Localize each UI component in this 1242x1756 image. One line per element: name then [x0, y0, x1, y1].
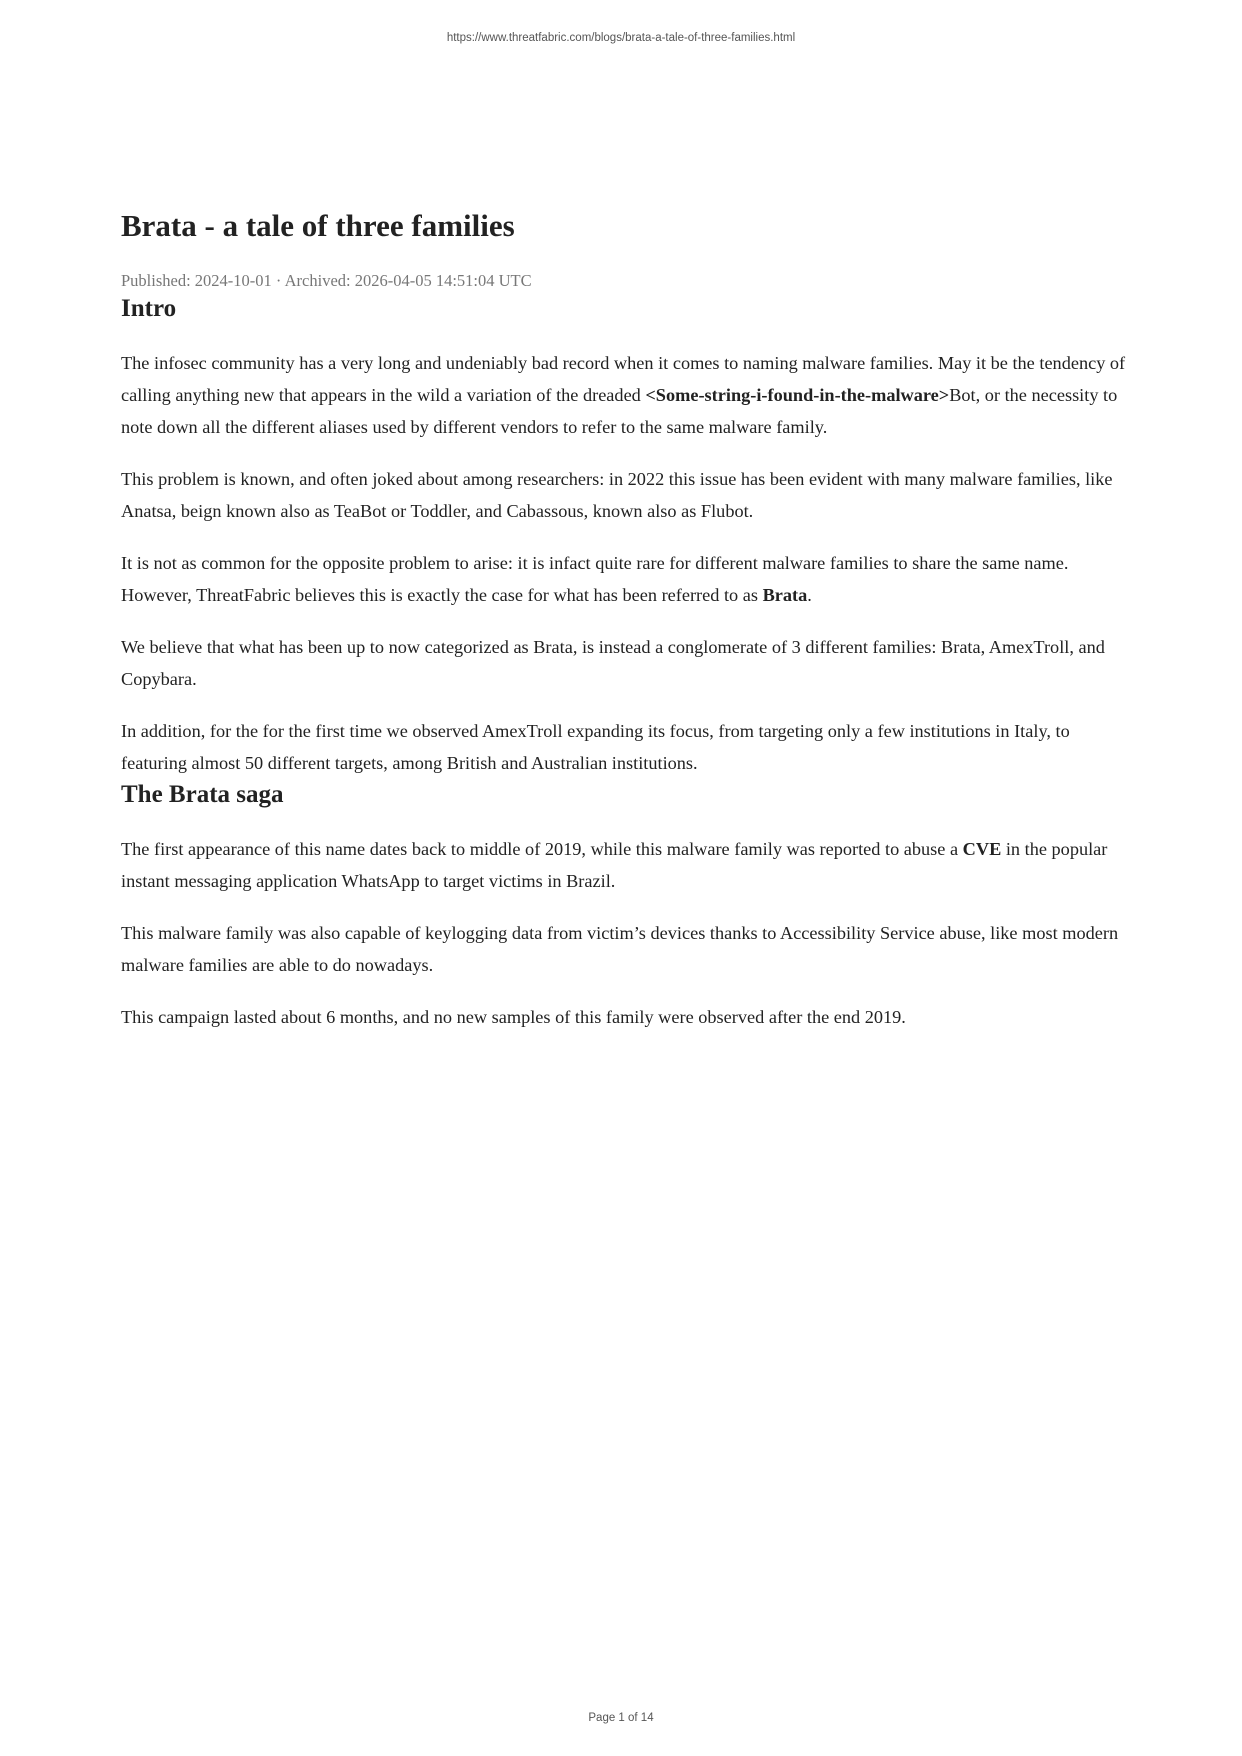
- bold-text: <Some-string-i-found-in-the-malware>: [645, 385, 950, 405]
- text-run: in the popular instant messaging application WhatsApp to target victims in Brazil.: [121, 839, 1108, 891]
- intro-paragraph-3: [121, 547, 1126, 611]
- saga-paragraph-1: [121, 833, 1126, 897]
- text-run: It is not as common for the opposite problem to arise: it is infact quite rare for different malware families to share the same name. However, ThreatFabric believes this is exactly the case for what has been referred to as: [121, 553, 1069, 605]
- publish-meta: Published: 2024-10-01 · Archived: 2026-04-05 14:51:04 UTC: [121, 271, 532, 290]
- intro-paragraph-5: In addition, for the for the first time we observed AmexTroll expanding its focus, from targeting only a few institutions in Italy, to featuring almost 50 different targets, among British and Australian institutions.: [121, 721, 1070, 773]
- page-url-header: https://www.threatfabric.com/blogs/brata-a-tale-of-three-families.html: [446, 32, 796, 44]
- section-heading-brata-saga: The Brata saga: [121, 781, 284, 808]
- intro-paragraph-2: This problem is known, and often joked about among researchers: in 2022 this issue has been evident with many malware families, like Anatsa, beign known also as TeaBot or Toddler, and Cabassous, known also as Flubot.: [121, 469, 1113, 521]
- article-title: Brata - a tale of three families: [121, 208, 515, 243]
- text-run: Bot, or the necessity to note down all the different aliases used by different vendors to refer to the same malware family.: [121, 385, 1118, 437]
- article: [121, 206, 1126, 1033]
- section-heading-intro: Intro: [121, 295, 177, 322]
- text-run: The first appearance of this name dates back to middle of 2019, while this malware family was reported to abuse a: [121, 839, 963, 859]
- intro-paragraph-4: We believe that what has been up to now categorized as Brata, is instead a conglomerate of 3 different families: Brata, AmexTroll, and Copybara.: [121, 637, 1105, 689]
- intro-paragraph-1: [121, 347, 1126, 443]
- saga-paragraph-3: This campaign lasted about 6 months, and no new samples of this family were observed after the end 2019.: [121, 1007, 906, 1027]
- saga-paragraph-2: This malware family was also capable of keylogging data from victim’s devices thanks to Accessibility Service abuse, like most modern malware families are able to do nowadays.: [121, 923, 1119, 975]
- text-run: The infosec community has a very long and undeniably bad record when it comes to naming malware families. May it be the tendency of calling anything new that appears in the wild a variation of the dreaded: [121, 353, 1126, 405]
- text-run: .: [807, 585, 812, 605]
- bold-text: CVE: [962, 839, 1002, 859]
- page-number: Page 1 of 14: [588, 1712, 654, 1724]
- bold-text: Brata: [762, 585, 808, 605]
